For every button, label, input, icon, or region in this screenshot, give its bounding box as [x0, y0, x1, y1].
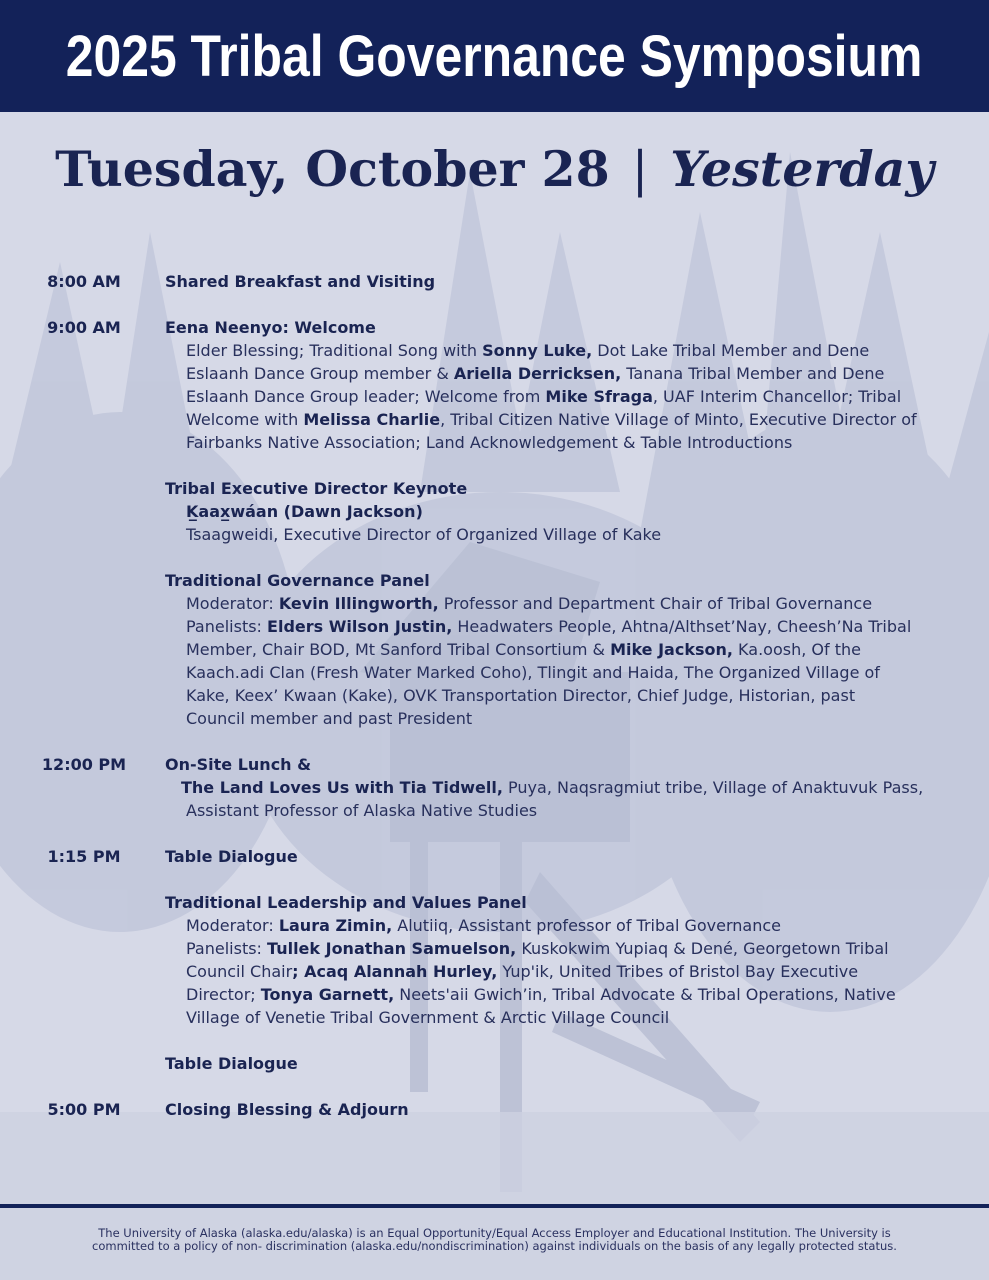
session-title: Traditional Governance Panel — [165, 571, 430, 590]
footer-line: committed to a policy of non- discrimination (alaska.edu/nondiscrimination) against individuals on the basis of any legally protected status. — [92, 1239, 897, 1253]
detail-text: Director; — [186, 985, 261, 1004]
detail-text: Eslaanh Dance Group member & — [186, 364, 454, 383]
title-banner — [0, 0, 989, 112]
schedule-item-table-dialogue-2 — [0, 1052, 989, 1075]
schedule-item-welcome — [0, 316, 989, 454]
session-title: Table Dialogue — [165, 847, 298, 866]
speaker-name: Kevin Illingworth, — [278, 594, 439, 613]
detail-text: Elder Blessing; Traditional Song with — [186, 341, 483, 360]
symposium-title: 2025 Tribal Governance Symposium — [66, 23, 923, 89]
detail-text: Kake, Keex’ Kwaan (Kake), OVK Transportation Director, Chief Judge, Historian, past — [186, 686, 856, 705]
schedule-item-values-panel — [0, 891, 989, 1029]
session-detail — [186, 914, 955, 1029]
footer-line: The University of Alaska (alaska.edu/alaska) is an Equal Opportunity/Equal Access Employer and Educational Institution. The University is — [98, 1226, 891, 1240]
speaker-name: K̲aax̲wáan (Dawn Jackson) — [186, 502, 423, 521]
detail-text: , UAF Interim Chancellor; Tribal — [652, 387, 902, 406]
speaker-name: Ariella Derricksen, — [453, 364, 622, 383]
detail-text: Yup'ik, United Tribes of Bristol Bay Executive — [497, 962, 859, 981]
session-time: 5:00 PM — [47, 1100, 121, 1119]
schedule-item-keynote — [0, 477, 989, 546]
session-title: Closing Blessing & Adjourn — [165, 1100, 409, 1119]
detail-text: Ka.oosh, Of the — [732, 640, 861, 659]
session-title: Traditional Leadership and Values Panel — [165, 893, 527, 912]
schedule-item-governance-panel — [0, 569, 989, 730]
detail-text: Dot Lake Tribal Member and Dene — [592, 341, 870, 360]
detail-text: Fairbanks Native Association; Land Acknowledgement & Table Introductions — [186, 433, 793, 452]
speaker-name: Tullek Jonathan Samuelson, — [267, 939, 517, 958]
detail-text: Eslaanh Dance Group leader; Welcome from — [186, 387, 546, 406]
detail-text: Welcome with — [186, 410, 304, 429]
detail-text: Headwaters People, Ahtna/Althset’Nay, Cheesh’Na Tribal — [452, 617, 912, 636]
footer-divider — [0, 1204, 989, 1208]
footer-notice — [30, 1227, 959, 1253]
session-time: 9:00 AM — [47, 318, 121, 337]
session-time: 1:15 PM — [47, 847, 121, 866]
detail-text: Village of Venetie Tribal Government & Arctic Village Council — [186, 1008, 670, 1027]
detail-text: Panelists: — [186, 939, 268, 958]
session-detail — [186, 592, 955, 730]
speaker-name: Sonny Luke, — [482, 341, 593, 360]
schedule-item-breakfast — [0, 270, 989, 293]
detail-text: Neets'aii Gwich’in, Tribal Advocate & Tribal Operations, Native — [394, 985, 896, 1004]
speaker-name: Tonya Garnett, — [260, 985, 395, 1004]
session-title: Tribal Executive Director Keynote — [165, 479, 468, 498]
day-heading — [0, 140, 989, 198]
detail-text: Panelists: — [186, 617, 268, 636]
detail-text: Tanana Tribal Member and Dene — [621, 364, 885, 383]
detail-text: Moderator: — [186, 594, 279, 613]
speaker-name: Melissa Charlie — [303, 410, 441, 429]
speaker-name: Mike Jackson, — [610, 640, 733, 659]
session-time: 12:00 PM — [41, 755, 127, 774]
day-relative: Yesterday — [670, 140, 934, 198]
day-separator: | — [631, 141, 649, 198]
detail-text: Assistant Professor of Alaska Native Studies — [186, 801, 538, 820]
session-detail — [186, 339, 955, 454]
schedule-item-lunch — [0, 753, 989, 822]
detail-text: Kaach.adi Clan (Fresh Water Marked Coho), Tlingit and Haida, The Organized Village of — [186, 663, 880, 682]
session-detail — [181, 776, 955, 822]
speaker-name: Laura Zimin, — [278, 916, 393, 935]
day-date: Tuesday, October 28 — [55, 140, 610, 198]
schedule-item-closing — [0, 1098, 989, 1121]
detail-text: Council member and past President — [186, 709, 473, 728]
session-title: Eena Neenyo: Welcome — [165, 318, 376, 337]
speaker-name: The Land Loves Us with Tia Tidwell, — [181, 778, 503, 797]
detail-text: Puya, Naqsragmiut tribe, Village of Anaktuvuk Pass, — [502, 778, 924, 797]
session-title: On-Site Lunch & — [165, 755, 312, 774]
detail-text: Member, Chair BOD, Mt Sanford Tribal Consortium & — [186, 640, 611, 659]
detail-text: Alutiiq, Assistant professor of Tribal Governance — [392, 916, 781, 935]
detail-text: , Tribal Citizen Native Village of Minto, Executive Director of — [440, 410, 917, 429]
schedule-item-table-dialogue — [0, 845, 989, 868]
schedule — [0, 270, 989, 1121]
session-title: Table Dialogue — [165, 1054, 298, 1073]
speaker-name: Elders Wilson Justin, — [267, 617, 453, 636]
session-detail — [186, 500, 955, 546]
session-time: 8:00 AM — [47, 272, 121, 291]
session-title: Shared Breakfast and Visiting — [165, 272, 436, 291]
detail-text: Tsaagweidi, Executive Director of Organized Village of Kake — [186, 525, 662, 544]
speaker-name: Mike Sfraga — [545, 387, 653, 406]
detail-text: Council Chair — [186, 962, 293, 981]
detail-text: Moderator: — [186, 916, 279, 935]
detail-text: Professor and Department Chair of Tribal Governance — [438, 594, 873, 613]
speaker-name: ; Acaq Alannah Hurley, — [292, 962, 498, 981]
detail-text: Kuskokwim Yupiaq & Dené, Georgetown Tribal — [516, 939, 889, 958]
